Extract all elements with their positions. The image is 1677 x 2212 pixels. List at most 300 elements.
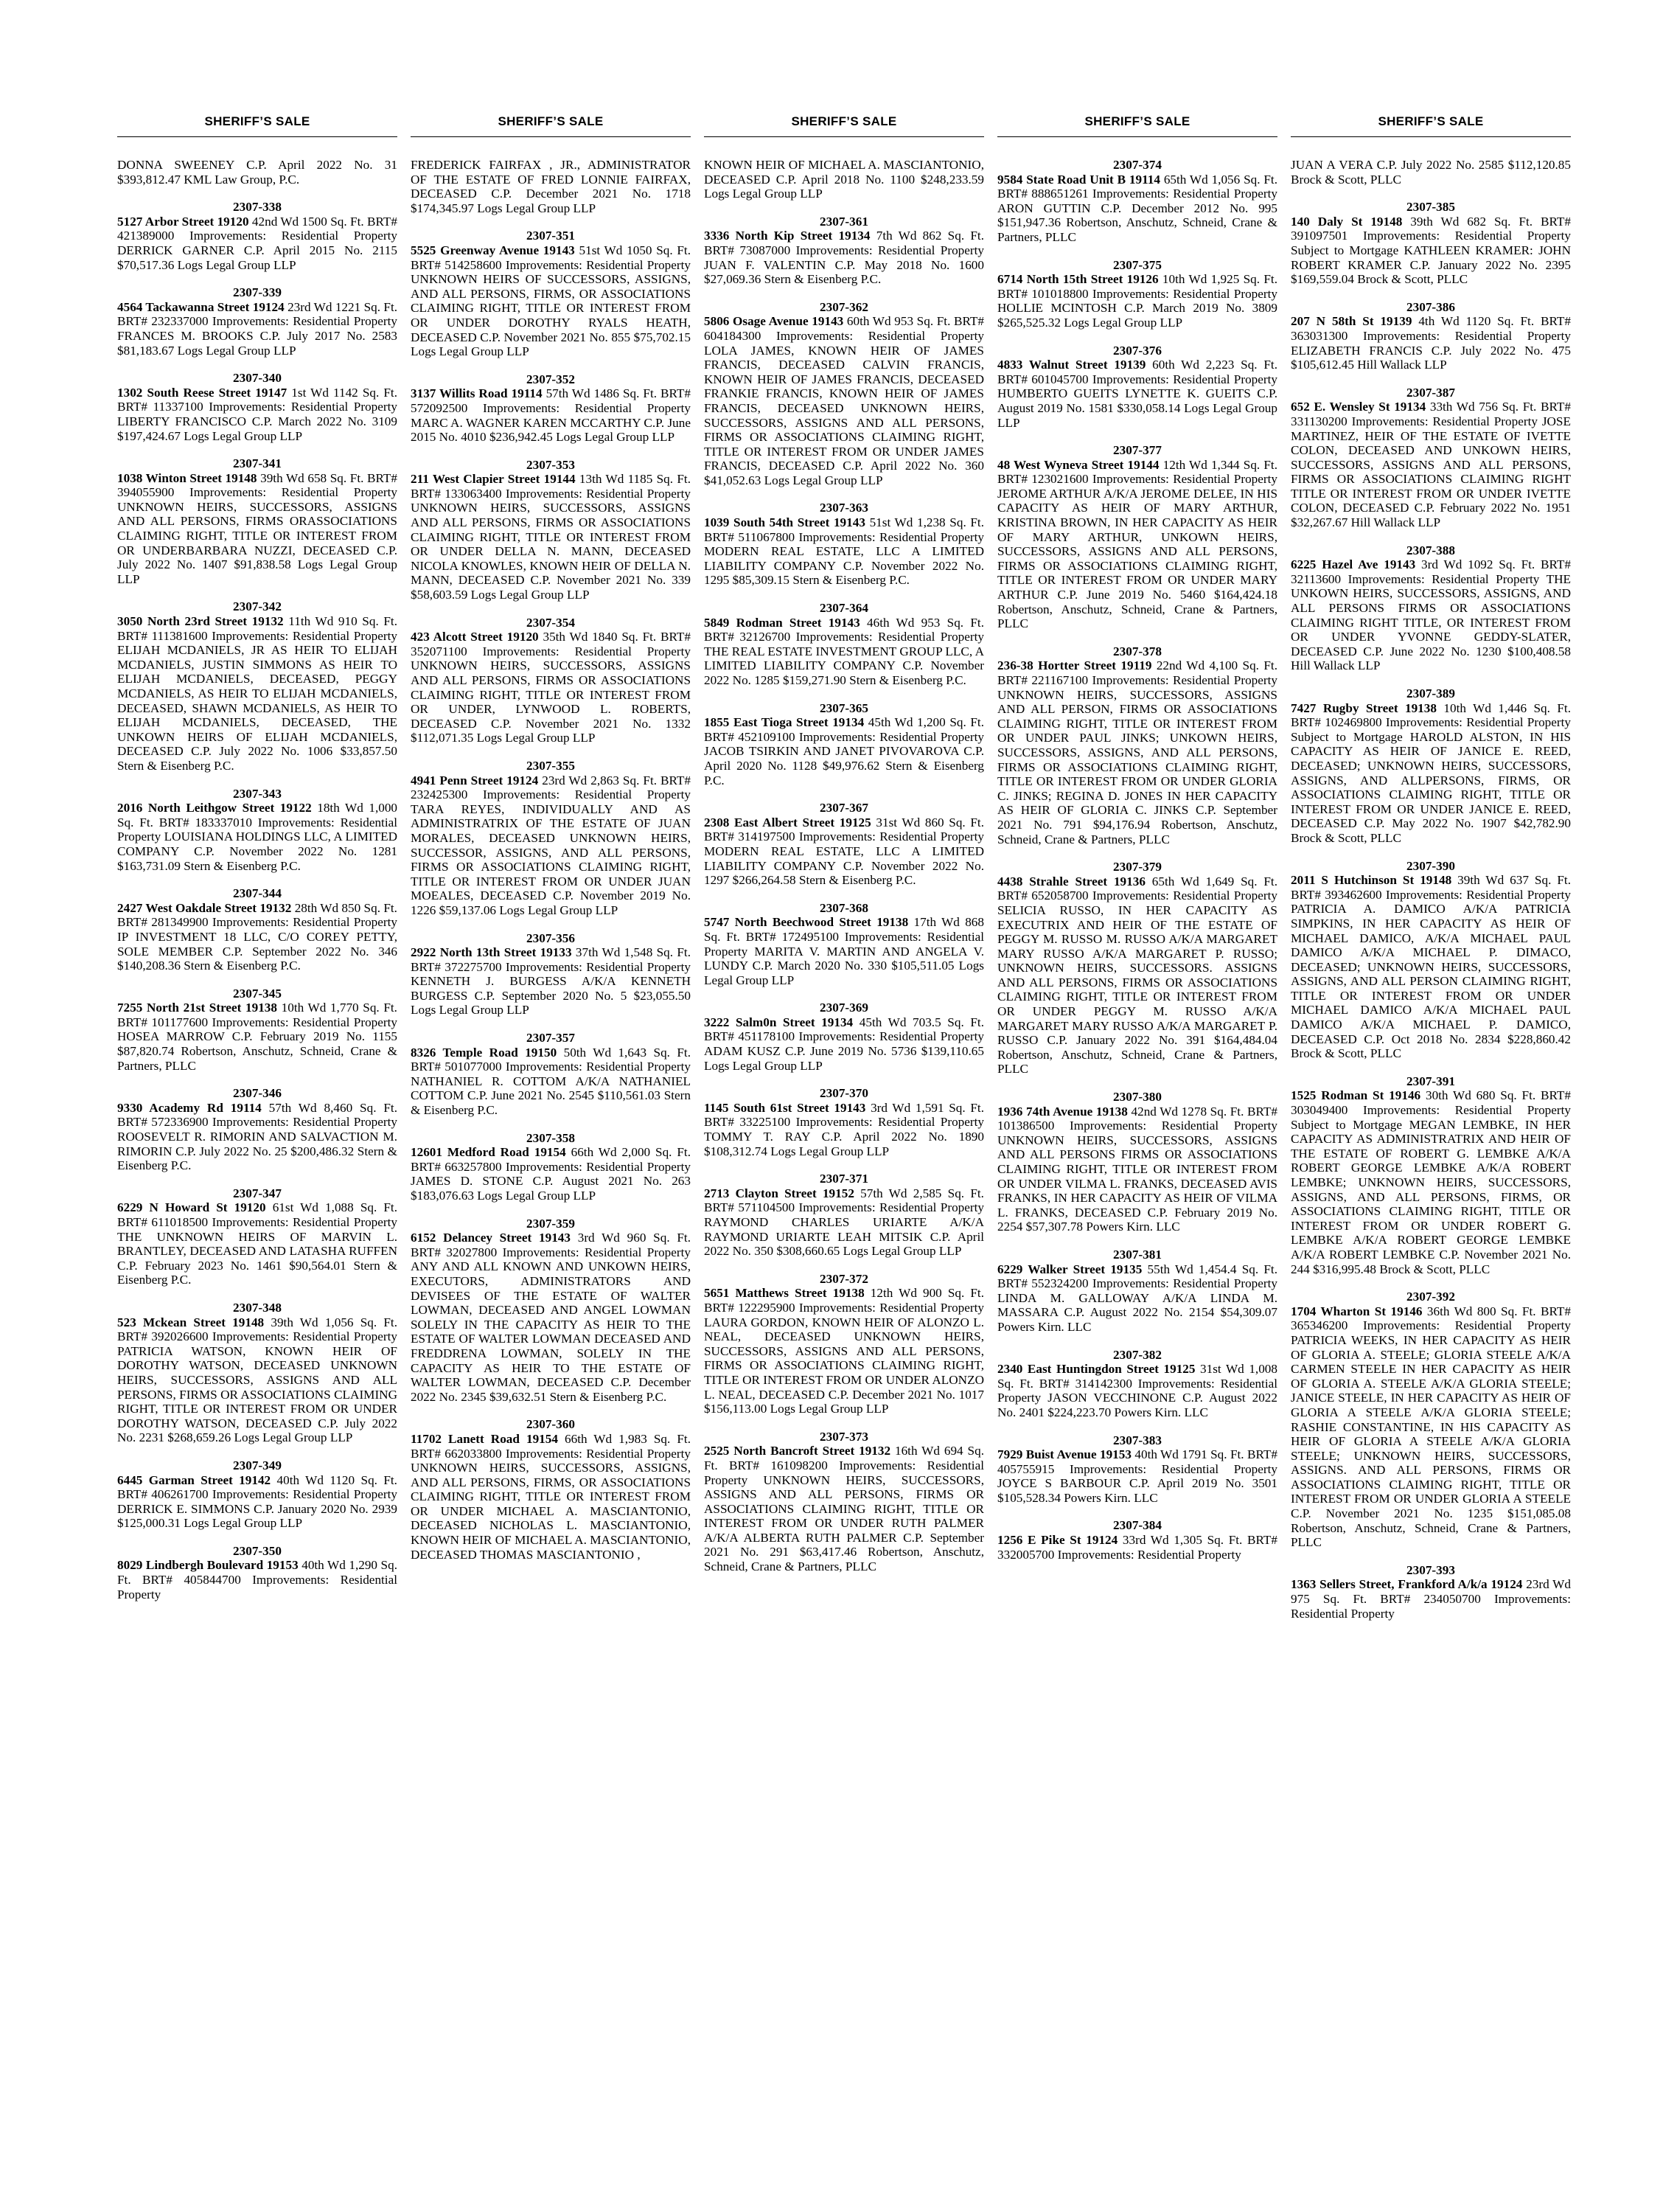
listing-description: 37th Wd 1,548 Sq. Ft. BRT# 372275700 Improvements: Residential Property KENNETH J. BURGESS A/K/A KENNETH BURGESS C.P. September 2020 No. 5 $23,055.50 Logs Legal Group LLP	[411, 945, 691, 1018]
property-address: 1936 74th Avenue 19138	[997, 1104, 1128, 1119]
sale-listing	[997, 1248, 1277, 1335]
listing-description: 30th Wd 680 Sq. Ft. BRT# 303049400 Improvements: Residential Property Subject to Mortgage MEGAN LEMBKE, IN HER CAPACITY AS ADMINISTRATRIX AND HEIR OF THE ESTATE OF ROBERT G. LEMBKE A/K/A ROBERT GEORGE LEMBKE A/K/A ROBERT LEMBKE; UNKNOWN HEIRS, SUCCESSORS, ASSIGNS, AND ALL PERSONS, FIRMS, OR ASSOCIATIONS CLAIMING RIGHT, TITLE OR INTEREST FROM OR UNDER ROBERT G. LEMBKE A/K/A ROBERT GEORGE LEMBKE A/K/A ROBERT LEMBKE C.P. November 2021 No. 244 $316,995.48 Brock & Scott, PLLC	[1291, 1088, 1571, 1276]
listing-description: 60th Wd 953 Sq. Ft. BRT# 604184300 Improvements: Residential Property LOLA JAMES, KNOWN HEIR OF JAMES FRANCIS, DECEASED CALVIN FRANCIS, KNOWN HEIR OF JAMES FRANCIS, DECEASED FRANKIE FRANCIS, KNOWN HEIR OF JAMES FRANCIS, DECEASED UNKNOWN HEIRS, SUCCESSORS, ASSIGNS AND ALL PERSONS, FIRMS OR ASSOCIATIONS CLAIMING RIGHT, TITLE OR INTEREST FROM OR UNDER JAMES FRANCIS, DECEASED C.P. April 2022 No. 360 $41,052.63 Logs Legal Group LLP	[704, 314, 985, 487]
sale-listing	[997, 644, 1277, 846]
property-address: 236-38 Hortter Street 19119	[997, 658, 1152, 673]
listing-details	[704, 815, 984, 888]
sale-listing	[117, 1301, 397, 1445]
listing-number: 2307-338	[233, 200, 282, 215]
listing-description: 12th Wd 900 Sq. Ft. BRT# 122295900 Improvements: Residential Property LAURA GORDON, KNOWN HEIR OF ALONZO L. NEAL, DECEASED UNKNOWN HEIRS, SUCCESSORS, ASSIGNS AND ALL PERSONS, FIRMS OR ASSOCIATIONS CLAIMING RIGHT, TITLE OR INTEREST FROM OR UNDER ALONZO L. NEAL, DECEASED C.P. December 2021 No. 1017 $156,113.00 Logs Legal Group LLP	[704, 1286, 984, 1416]
listing-number: 2307-390	[1406, 858, 1455, 873]
listing-description: 60th Wd 2,223 Sq. Ft. BRT# 601045700 Improvements: Residential Property HUMBERTO GUEITS LYNETTE K. GUEITS C.P. August 2019 No. 1581 $330,058.14 Logs Legal Group LLP	[997, 358, 1277, 430]
property-address: 12601 Medford Road 19154	[411, 1145, 566, 1160]
listing-description: 18th Wd 1,000 Sq. Ft. BRT# 183337010 Improvements: Residential Property LOUISIANA HOLDINGS LLC, A LIMITED COMPANY C.P. November 2022 No. 1281 $163,731.09 Stern & Eisenberg P.C.	[117, 801, 398, 873]
listing-number: 2307-355	[526, 758, 575, 773]
property-address: 6152 Delancey Street 19143	[411, 1231, 571, 1245]
sale-listing	[411, 931, 691, 1018]
listing-description: 57th Wd 8,460 Sq. Ft. BRT# 572336900 Improvements: Residential Property ROOSEVELT R. RIMORIN AND SALVACTION M. RIMORIN C.P. July 2022 No. 25 $200,486.32 Stern & Eisenberg P.C.	[117, 1100, 397, 1173]
listing-description: 23rd Wd 2,863 Sq. Ft. BRT# 232425300 Improvements: Residential Property TARA REYES, INDIVIDUALLY AND AS ADMINISTRATRIX OF THE ESTATE OF JUAN MORALES, DECEASED UNKNOWN HEIRS, SUCCESSOR, ASSIGNS, AND ALL PERSONS, FIRMS OR ASSOCIATIONS CLAIMING RIGHT, TITLE OR INTEREST FROM OR UNDER JUAN MOEALES, DECEASED C.P. November 2019 No. 1226 $59,137.06 Logs Legal Group LLP	[411, 773, 691, 917]
listing-details	[117, 386, 397, 443]
sale-listing	[704, 1172, 984, 1259]
listing-number: 2307-372	[820, 1271, 868, 1286]
sale-listing	[997, 344, 1277, 431]
property-address: 9584 State Road Unit B 19114	[997, 172, 1160, 187]
listing-description: 16th Wd 694 Sq. Ft. BRT# 161098200 Improvements: Residential Property UNKNOWN HEIRS, SUCCESSORS, ASSIGNS AND ALL PERSONS, FIRMS OR ASSOCIATIONS CLAIMING RIGHT, TITLE OR INTEREST FROM OR UNDER RUTH PALMER A/K/A ALBERTA RUTH PALMER C.P. September 2021 No. 291 $63,417.46 Robertson, Anschutz, Schneid, Crane & Partners, PLLC	[704, 1444, 984, 1574]
listing-details	[1291, 1577, 1571, 1621]
property-address: 5127 Arbor Street 19120	[117, 214, 249, 229]
listing-description: 33th Wd 756 Sq. Ft. BRT# 331130200 Improvements: Residential Property JOSE MARTINEZ, HEIR OF THE ESTATE OF IVETTE COLON, DECEASED AND UNKOWN HEIRS, SUCCESSORS, ASSIGNS AND ALL PERSONS, FIRMS OR ASSOCIATIONS CLAIMING RIGHT TITLE OR INTEREST FROM OR UNDER IVETTE COLON, DECEASED C.P. February 2022 No. 1951 $32,267.67 Hill Wallack LLP	[1291, 400, 1571, 530]
listing-details	[117, 471, 397, 587]
listing-number: 2307-349	[233, 1458, 282, 1472]
listing-details	[117, 1101, 397, 1173]
property-address: 2525 North Bancroft Street 19132	[704, 1444, 891, 1458]
listing-details	[117, 1558, 397, 1601]
property-address: 4833 Walnut Street 19139	[997, 358, 1146, 372]
listing-description: 10th Wd 1,446 Sq. Ft. BRT# 102469800 Improvements: Residential Property Subject to Mortgage HAROLD ALSTON, IN HIS CAPACITY AS HEIR OF JANICE E. REED, DECEASED; UNKNOWN HEIRS, SUCCESSORS, ASSIGNS, AND ALLPERSONS, FIRMS, OR ASSOCIATIONS CLAIMING RIGHT, TITLE OR INTEREST FROM OR UNDER JANICE E. REED, DECEASED C.P. May 2022 No. 1907 $42,782.90 Brock & Scott, PLLC	[1291, 700, 1571, 845]
listing-description: 10th Wd 1,770 Sq. Ft. BRT# 101177600 Improvements: Residential Property HOSEA MARROW C.P. February 2019 No. 1155 $87,820.74 Robertson, Anschutz, Schneid, Crane & Partners, PLLC	[117, 1001, 397, 1073]
listing-details	[704, 229, 984, 286]
listing-number: 2307-363	[820, 501, 868, 515]
property-address: 2308 East Albert Street 19125	[704, 815, 871, 830]
property-address: 7427 Rugby Street 19138	[1291, 700, 1437, 715]
property-address: 3222 Salm0n Street 19134	[704, 1015, 854, 1029]
listing-description: 10th Wd 1,925 Sq. Ft. BRT# 101018800 Improvements: Residential Property HOLLIE MCINTOSH C.P. March 2019 No. 3809 $265,525.32 Logs Legal Group LLP	[997, 272, 1278, 330]
property-address: 7929 Buist Avenue 19153	[997, 1447, 1132, 1462]
listing-details	[997, 1262, 1277, 1335]
listing-number: 2307-371	[820, 1172, 868, 1186]
listing-details	[411, 630, 691, 745]
listing-description: 3rd Wd 960 Sq. Ft. BRT# 32027800 Improvements: Residential Property ANY AND ALL KNOWN AND UNKOWN HEIRS, EXECUTORS, ADMINISTRATORS AND DEVISEES OF THE ESTATE OF WALTER LOWMAN, DECEASED AND ANGEL LOWMAN SOLELY IN THE CAPACITY AS HEIR TO THE ESTATE OF WALTER LOWMAN DECEASED AND FREDDRENA LOWMAN, SOLELY IN THE CAPACITY AS HEIR TO THE ESTATE OF WALTER LOWMAN, DECEASED C.P. December 2022 No. 2345 $39,632.51 Stern & Eisenberg P.C.	[411, 1231, 691, 1404]
listing-details	[704, 1101, 984, 1158]
property-address: 5747 North Beechwood Street 19138	[704, 915, 909, 930]
sale-listing	[997, 860, 1277, 1077]
sale-listing	[117, 285, 397, 358]
listing-number: 2307-352	[526, 372, 575, 386]
property-address: 2427 West Oakdale Street 19132	[117, 900, 292, 915]
listing-number: 2307-356	[526, 931, 575, 945]
listing-column-2	[404, 114, 697, 2179]
listing-number: 2307-347	[233, 1186, 282, 1200]
listing-number: 2307-367	[820, 801, 868, 815]
sale-listing	[1291, 1563, 1571, 1621]
column-header: SHERIFF’S SALE	[997, 114, 1277, 137]
column-header: SHERIFF’S SALE	[704, 114, 984, 137]
listing-details	[1291, 557, 1571, 673]
listing-details	[411, 472, 691, 602]
listing-details	[117, 901, 397, 973]
listing-column-3	[697, 114, 991, 2179]
listing-details	[411, 1432, 691, 1562]
property-address: 2011 S Hutchinson St 19148	[1291, 873, 1452, 888]
listing-details	[997, 458, 1277, 631]
property-address: 1302 South Reese Street 19147	[117, 385, 287, 400]
listing-description: 66th Wd 1,983 Sq. Ft. BRT# 662033800 Improvements: Residential Property UNKNOWN HEIRS, SUCCESSORS, ASSIGNS, AND ALL PERSONS, FIRMS, OR ASSOCIATIONS CLAIMING RIGHT, TITLE OR INTEREST FROM OR UNDER MICHAEL A. MASCIANTONIO, DECEASED NICHOLAS L. MASCIANTONIO, KNOWN HEIR OF MICHAEL A. MASCIANTONIO, DECEASED THOMAS MASCIANTONIO ,	[411, 1431, 691, 1562]
listings	[1291, 158, 1571, 1621]
property-address: 6225 Hazel Ave 19143	[1291, 557, 1416, 572]
listing-description: 57th Wd 1486 Sq. Ft. BRT# 572092500 Improvements: Residential Property MARC A. WAGNER KAREN MCCARTHY C.P. June 2015 No. 4010 $236,942.45 Logs Legal Group LLP	[411, 386, 691, 445]
listing-details	[117, 1001, 397, 1073]
listing-details	[997, 874, 1277, 1077]
sale-listing	[704, 1001, 984, 1073]
listing-description: 13th Wd 1185 Sq. Ft. BRT# 133063400 Improvements: Residential Property UNKNOWN HEIRS, SUCCESSORS, ASSIGNS AND ALL PERSONS, FIRMS OR ASSOCIATIONS CLAIMING RIGHT, TITLE OR INTEREST FROM OR UNDER DELLA N. MANN, DECEASED NICOLA KNOWLES, KNOWN HEIR OF DELLA N. MANN, DECEASED C.P. November 2021 No. 339 $58,603.59 Logs Legal Group LLP	[411, 472, 691, 602]
sale-listing	[411, 372, 691, 445]
listing-description: 23rd Wd 975 Sq. Ft. BRT# 234050700 Improvements: Residential Property	[1291, 1577, 1571, 1621]
sale-listing	[117, 1186, 397, 1287]
property-address: 652 E. Wensley St 19134	[1291, 400, 1426, 414]
listing-description: 55th Wd 1,454.4 Sq. Ft. BRT# 552324200 Improvements: Residential Property LINDA M. GALLOWAY A/K/A LINDA M. MASSARA C.P. August 2022 No. 2154 $54,309.07 Powers Kirn. LLC	[997, 1262, 1277, 1334]
column-header: SHERIFF’S SALE	[1291, 114, 1571, 137]
listing-number: 2307-382	[1113, 1347, 1162, 1362]
listing-number: 2307-341	[233, 456, 282, 471]
sale-listing	[704, 215, 984, 287]
property-address: 11702 Lanett Road 19154	[411, 1431, 558, 1446]
listing-details	[997, 1362, 1277, 1419]
property-address: 3137 Willits Road 19114	[411, 386, 543, 401]
sale-listing	[117, 787, 397, 874]
property-address: 4941 Penn Street 19124	[411, 773, 539, 787]
listing-details	[1291, 215, 1571, 287]
listing-number: 2307-393	[1406, 1562, 1455, 1577]
newspaper-page	[111, 114, 1577, 2179]
listing-number: 2307-384	[1113, 1518, 1162, 1533]
listing-number: 2307-385	[1406, 200, 1455, 215]
listing-description: 65th Wd 1,056 Sq. Ft. BRT# 888651261 Improvements: Residential Property ARON GUTTIN C.P. December 2012 No. 995 $151,947.36 Robertson, Anschutz, Schneid, Crane & Partners, PLLC	[997, 172, 1278, 244]
property-address: 9330 Academy Rd 19114	[117, 1100, 262, 1115]
listing-details	[117, 158, 397, 187]
property-address: 6445 Garman Street 19142	[117, 1472, 271, 1487]
listing-details	[1291, 701, 1571, 846]
sale-listing	[117, 158, 397, 187]
sale-listing	[411, 1031, 691, 1118]
listing-details	[117, 1315, 397, 1445]
listing-number: 2307-379	[1113, 860, 1162, 874]
listing-number: 2307-345	[233, 986, 282, 1001]
listing-details	[997, 1105, 1277, 1234]
listing-column-5	[1284, 114, 1577, 2179]
listing-description: 7th Wd 862 Sq. Ft. BRT# 73087000 Improvements: Residential Property JUAN F. VALENTIN C.P. May 2018 No. 1600 $27,069.36 Stern & Eisenberg P.C.	[704, 229, 984, 287]
listing-number: 2307-388	[1406, 543, 1455, 557]
listing-description: 45th Wd 1,200 Sq. Ft. BRT# 452109100 Improvements: Residential Property JACOB TSIRKIN AND JANET PIVOVAROVA C.P. April 2020 No. 1128 $49,976.62 Stern & Eisenberg P.C.	[704, 715, 985, 787]
listing-details	[704, 515, 984, 588]
sale-listing	[117, 886, 397, 973]
listing-details	[997, 1447, 1277, 1505]
listing-number: 2307-342	[233, 599, 282, 614]
listing-number: 2307-377	[1113, 443, 1162, 458]
sale-listing	[704, 701, 984, 788]
sale-listing	[704, 1086, 984, 1158]
listing-number: 2307-360	[526, 1417, 575, 1432]
listing-number: 2307-383	[1113, 1433, 1162, 1447]
property-address: 5651 Matthews Street 19138	[704, 1286, 865, 1301]
listing-description: JUAN A VERA C.P. July 2022 No. 2585 $112,120.85 Brock & Scott, PLLC	[1291, 158, 1571, 187]
listing-description: 61st Wd 1,088 Sq. Ft. BRT# 611018500 Improvements: Residential Property THE UNKNOWN HEIRS OF MARVIN L. BRANTLEY, DECEASED AND LATASHA RUFFEN C.P. February 2023 No. 1461 $90,564.01 Stern & Eisenberg P.C.	[117, 1200, 398, 1287]
sale-listing	[704, 601, 984, 688]
listing-number: 2307-351	[526, 229, 575, 243]
listing-number: 2307-343	[233, 786, 282, 801]
listing-number: 2307-353	[526, 457, 575, 472]
sale-listing	[997, 443, 1277, 631]
listing-description: 65th Wd 1,649 Sq. Ft. BRT# 652058700 Improvements: Residential Property SELICIA RUSSO, IN HER CAPACITY AS EXECUTRIX AND HEIR OF THE ESTATE OF PEGGY M. RUSSO M. RUSSO A/K/A MARGARET MARY RUSSO A/K/A MARGARET P. RUSSO; UNKNOWN HEIRS, SUCCESSORS. ASSIGNS AND ALL PERSONS, FIRMS OR ASSOCIATIONS CLAIMING RIGHT, TITLE OR INTEREST FROM OR UNDER PEGGY M. RUSSO A/K/A MARGARET MARY RUSSO A/K/A MARGARET P. RUSSO C.P. January 2022 No. 391 $164,484.04 Robertson, Anschutz, Schneid, Crane & Partners, PLLC	[997, 874, 1277, 1077]
listing-number: 2307-354	[526, 615, 575, 630]
sale-listing	[1291, 1290, 1571, 1550]
property-address: 1256 E Pike St 19124	[997, 1533, 1118, 1548]
listing-description: 57th Wd 2,585 Sq. Ft. BRT# 571104500 Improvements: Residential Property RAYMOND CHARLES URIARTE A/K/A RAYMOND URIARTE LEAH MITSIK C.P. April 2022 No. 350 $308,660.65 Logs Legal Group LLP	[704, 1186, 984, 1259]
listing-details	[117, 1473, 397, 1531]
property-address: 7255 North 21st Street 19138	[117, 1001, 277, 1015]
listing-number: 2307-368	[820, 900, 868, 915]
listing-details	[704, 1186, 984, 1259]
property-address: 207 N 58th St 19139	[1291, 314, 1412, 329]
listing-description: FREDERICK FAIRFAX , JR., ADMINISTRATOR OF THE ESTATE OF FRED LONNIE FAIRFAX, DECEASED C.P. December 2021 No. 1718 $174,345.97 Logs Legal Group LLP	[411, 158, 691, 215]
listing-details	[704, 158, 984, 201]
property-address: 1145 South 61st Street 19143	[704, 1100, 866, 1115]
sale-listing	[1291, 200, 1571, 287]
listing-details	[411, 386, 691, 444]
sale-listing	[704, 1430, 984, 1574]
listing-description: 40th Wd 1120 Sq. Ft. BRT# 406261700 Improvements: Residential Property DERRICK E. SIMMONS C.P. January 2020 No. 2939 $125,000.31 Logs Legal Group LLP	[117, 1472, 397, 1531]
listing-description: 33rd Wd 1,305 Sq. Ft. BRT# 332005700 Improvements: Residential Property	[997, 1533, 1277, 1562]
column-header: SHERIFF’S SALE	[411, 114, 691, 137]
listing-description: 11th Wd 910 Sq. Ft. BRT# 111381600 Improvements: Residential Property ELIJAH MCDANIELS, JR AS HEIR TO ELIJAH MCDANIELS, JUSTIN SIMMONS AS HEIR TO ELIJAH MCDANIELS, DECEASED, PEGGY MCDANIELS, AS HEIR TO ELIJAH MCDANIELS, DECEASED, SHAWN MCDANIELS, AS HEIR TO ELIJAH MCDANIELS, DECEASED, THE UNKOWN HEIRS OF ELIJAH MCDANIELS, DECEASED C.P. July 2022 No. 1006 $33,857.50 Stern & Eisenberg P.C.	[117, 614, 397, 773]
listing-number: 2307-365	[820, 700, 868, 715]
listing-details	[411, 1046, 691, 1118]
listing-description: 51st Wd 1050 Sq. Ft. BRT# 514258600 Improvements: Residential Property UNKNOWN HEIRS OF SUCCESSORS, ASSIGNS, AND ALL PERSONS, FIRMS, OR ASSOCIATIONS CLAIMING RIGHT, TITLE OR INTEREST FROM OR UNDER DOROTHY RYALS HEATH, DECEASED C.P. November 2021 No. 855 $75,702.15 Logs Legal Group LLP	[411, 243, 691, 359]
sale-listing	[997, 1090, 1277, 1234]
listing-details	[997, 658, 1277, 846]
property-address: 4438 Strahle Street 19136	[997, 874, 1146, 888]
listing-description: 39th Wd 682 Sq. Ft. BRT# 391097501 Improvements: Residential Property Subject to Mortgage KATHLEEN KRAMER: JOHN ROBERT KRAMER C.P. January 2022 No. 2395 $169,559.04 Brock & Scott, PLLC	[1291, 214, 1571, 287]
listing-details	[1291, 400, 1571, 529]
sale-listing	[1291, 386, 1571, 530]
sale-listing	[1291, 1074, 1571, 1276]
listing-number: 2307-361	[820, 214, 868, 229]
listing-details	[411, 243, 691, 359]
listing-details	[411, 158, 691, 215]
listing-details	[997, 173, 1277, 245]
listing-details	[1291, 314, 1571, 372]
listing-number: 2307-389	[1406, 686, 1455, 700]
listing-number: 2307-350	[233, 1543, 282, 1558]
sale-listing	[997, 258, 1277, 330]
property-address: 2016 North Leithgow Street 19122	[117, 801, 312, 815]
listing-number: 2307-344	[233, 886, 282, 901]
listing-details	[117, 1200, 397, 1287]
listing-column-1	[111, 114, 404, 2179]
listing-number: 2307-357	[526, 1031, 575, 1046]
listing-details	[997, 358, 1277, 430]
listing-number: 2307-374	[1113, 158, 1162, 172]
listing-details	[1291, 873, 1571, 1061]
sale-listing	[1291, 859, 1571, 1061]
listing-description: 36th Wd 800 Sq. Ft. BRT# 365346200 Improvements: Residential Property PATRICIA WEEKS, IN HER CAPACITY AS HEIR OF GLORIA A. STEELE; GLORIA STEELE A/K/A CARMEN STEELE IN HER CAPACITY AS HEIR OF GLORIA A. STEELE A/K/A GLORIA STEELE; JANICE STEELE, IN HER CAPACITY AS HEIR OF GLORIA A STEELE A/K/A GLORIA STEELE; RASHIE CONSTANTINE, IN HIS CAPACITY AS HEIR OF GLORIA A STEELE A/K/A GLORIA STEELE; UNKNOWN HEIRS, SUCCESSORS, ASSIGNS. AND ALL PERSONS, FIRMS OR ASSOCIATIONS CLAIMING RIGHT, TITLE OR INTEREST FROM OR UNDER GLORIA A STEELE C.P. November 2021 No. 1235 $151,085.08 Robertson, Anschutz, Schneid, Crane & Partners, PLLC	[1291, 1304, 1571, 1550]
listing-description: 45th Wd 703.5 Sq. Ft. BRT# 451178100 Improvements: Residential Property ADAM KUSZ C.P. June 2019 No. 5736 $139,110.65 Logs Legal Group LLP	[704, 1015, 984, 1073]
listing-details	[704, 1444, 984, 1573]
sale-listing	[1291, 686, 1571, 846]
listing-number: 2307-346	[233, 1086, 282, 1101]
listing-description: 66th Wd 2,000 Sq. Ft. BRT# 663257800 Improvements: Residential Property JAMES D. STONE C.P. August 2021 No. 263 $183,076.63 Logs Legal Group LLP	[411, 1145, 691, 1203]
listings	[411, 158, 691, 1562]
listing-description: 28th Wd 850 Sq. Ft. BRT# 281349900 Improvements: Residential Property IP INVESTMENT 18 LLC, C/O COREY PETTY, SOLE MEMBER C.P. September 2022 No. 346 $140,208.36 Stern & Eisenberg P.C.	[117, 900, 397, 973]
listing-number: 2307-358	[526, 1130, 575, 1145]
listing-number: 2307-375	[1113, 257, 1162, 272]
listing-description: 31st Wd 860 Sq. Ft. BRT# 314197500 Improvements: Residential Property MODERN REAL ESTATE, LLC A LIMITED LIABILITY COMPANY C.P. November 2022 No. 1297 $266,264.58 Stern & Eisenberg P.C.	[704, 815, 984, 888]
listing-description: 23rd Wd 1221 Sq. Ft. BRT# 232337000 Improvements: Residential Property FRANCES M. BROOKS C.P. July 2017 No. 2583 $81,183.67 Logs Legal Group LLP	[117, 299, 398, 358]
listings	[117, 158, 397, 1601]
listing-number: 2307-392	[1406, 1290, 1455, 1304]
sale-listing	[997, 158, 1277, 245]
listings	[704, 158, 984, 1574]
listing-description: 51st Wd 1,238 Sq. Ft. BRT# 511067800 Improvements: Residential Property MODERN REAL ESTATE, LLC A LIMITED LIABILITY COMPANY C.P. November 2022 No. 1295 $85,309.15 Stern & Eisenberg P.C.	[704, 515, 984, 588]
listings	[997, 158, 1277, 1562]
listing-description: 46th Wd 953 Sq. Ft. BRT# 32126700 Improvements: Residential Property THE REAL ESTATE INVESTMENT GROUP LLC, A LIMITED LIABILITY COMPANY C.P. November 2022 No. 1285 $159,271.90 Stern & Eisenberg P.C.	[704, 615, 984, 687]
property-address: 211 West Clapier Street 19144	[411, 472, 576, 487]
listing-details	[117, 801, 397, 873]
listing-number: 2307-387	[1406, 385, 1455, 400]
listing-number: 2307-370	[820, 1086, 868, 1101]
sale-listing	[997, 1348, 1277, 1420]
listing-details	[1291, 1304, 1571, 1550]
sale-listing	[117, 456, 397, 586]
listing-details	[411, 1231, 691, 1404]
listing-number: 2307-380	[1113, 1090, 1162, 1105]
listing-details	[1291, 158, 1571, 187]
property-address: 6229 N Howard St 19120	[117, 1200, 266, 1215]
sale-listing	[411, 759, 691, 918]
listing-description: KNOWN HEIR OF MICHAEL A. MASCIANTONIO, DECEASED C.P. April 2018 No. 1100 $248,233.59 Logs Legal Group LLP	[704, 158, 984, 201]
listing-description: 39th Wd 637 Sq. Ft. BRT# 393462600 Improvements: Residential Property PATRICIA A. DAMICO A/K/A PATRICIA SIMPKINS, IN HER CAPACITY AS HEIR OF MICHAEL DAMICO, A/K/A MICHAEL PAUL DAMICO A/K/A MICHAEL P. DIMACO, DECEASED; UNKNOWN HEIRS, SUCCESSORS, ASSIGNS, AND ALL PERSON CLAIMING RIGHT, TITLE OR INTEREST FROM OR UNDER MICHAEL DAMICO A/K/A MICHAEL PAUL DAMICO A/K/A MICHAEL P. DAMICO, DECEASED C.P. Oct 2018 No. 2834 $228,860.42 Brock & Scott, PLLC	[1291, 873, 1571, 1061]
property-address: 423 Alcott Street 19120	[411, 630, 539, 644]
listing-details	[117, 215, 397, 272]
sale-listing	[1291, 158, 1571, 187]
property-address: 1855 East Tioga Street 19134	[704, 715, 865, 730]
listing-description: 12th Wd 1,344 Sq. Ft. BRT# 123021600 Improvements: Residential Property JEROME ARTHUR A/K/A JEROME DELEE, IN HIS CAPACITY AS HEIR OF MARY ARTHUR, KRISTINA BROWN, IN HER CAPACITY AS HEIR OF MARY ARTHUR, UNKOWN HEIRS, SUCCESSORS, ASSIGNS AND ALL PERSONS, FIRMS OR ASSOCIATIONS CLAIMING RIGHT, TITLE OR INTEREST FROM OR UNDER MARY ARTHUR C.P. June 2019 No. 5460 $164,424.18 Robertson, Anschutz, Schneid, Crane & Partners, PLLC	[997, 457, 1277, 631]
listing-details	[117, 300, 397, 358]
sale-listing	[704, 158, 984, 201]
sale-listing	[997, 1433, 1277, 1506]
listing-details	[411, 945, 691, 1018]
sale-listing	[411, 1131, 691, 1203]
property-address: 8326 Temple Road 19150	[411, 1045, 557, 1060]
column-header: SHERIFF’S SALE	[117, 114, 397, 137]
listing-description: 42nd Wd 1278 Sq. Ft. BRT# 101386500 Improvements: Residential Property UNKNOWN HEIRS, SUCCESSORS, ASSIGNS AND ALL PERSONS FIRMS OR ASSOCIATIONS CLAIMING RIGHT, TITLE OR INTEREST FROM OR UNDER VILMA L. FRANKS, DECEASED AVIS FRANKS, IN HER CAPACITY AS HEIR OF VILMA L. FRANKS, DECEASED C.P. February 2019 No. 2254 $57,307.78 Powers Kirn. LLC	[997, 1104, 1277, 1234]
listing-description: 4th Wd 1120 Sq. Ft. BRT# 363031300 Improvements: Residential Property ELIZABETH FRANCIS C.P. July 2022 No. 475 $105,612.45 Hill Wallack LLP	[1291, 314, 1571, 372]
listing-description: 3rd Wd 1092 Sq. Ft. BRT# 32113600 Improvements: Residential Property THE UNKOWN HEIRS, SUCCESSORS, ASSIGNS, AND ALL PERSONS FIRMS OR ASSOCIATIONS CLAIMING RIGHT TITLE, OR INTEREST FROM OR UNDER YVONNE GEDDY-SLATER, DECEASED C.P. June 2022 No. 1230 $100,408.58 Hill Wallack LLP	[1291, 557, 1572, 673]
property-address: 523 Mckean Street 19148	[117, 1315, 265, 1329]
listing-details	[704, 915, 984, 987]
listing-number: 2307-381	[1113, 1247, 1162, 1262]
property-address: 1038 Winton Street 19148	[117, 470, 257, 485]
property-address: 5806 Osage Avenue 19143	[704, 314, 844, 329]
sale-listing	[117, 200, 397, 272]
listing-number: 2307-373	[820, 1429, 868, 1444]
property-address: 3050 North 23rd Street 19132	[117, 614, 284, 629]
property-address: 48 West Wyneva Street 19144	[997, 457, 1160, 472]
property-address: 6229 Walker Street 19135	[997, 1262, 1143, 1276]
listing-details	[1291, 1088, 1571, 1276]
sale-listing	[117, 987, 397, 1074]
listing-details	[997, 1533, 1277, 1562]
property-address: 1363 Sellers Street, Frankford A/k/a 19124	[1291, 1577, 1523, 1592]
sale-listing	[117, 1086, 397, 1173]
listing-description: 42nd Wd 1500 Sq. Ft. BRT# 421389000 Improvements: Residential Property DERRICK GARNER C.P. April 2015 No. 2115 $70,517.36 Logs Legal Group LLP	[117, 214, 397, 272]
listing-number: 2307-339	[233, 285, 282, 300]
sale-listing	[117, 371, 397, 443]
property-address: 3336 North Kip Street 19134	[704, 229, 871, 243]
sale-listing	[411, 1417, 691, 1562]
listing-details	[117, 614, 397, 773]
listing-number: 2307-386	[1406, 299, 1455, 314]
listing-description: 50th Wd 1,643 Sq. Ft. BRT# 501077000 Improvements: Residential Property NATHANIEL R. COTTOM A/K/A NATHANIEL COTTOM C.P. June 2021 No. 2545 $110,561.03 Stern & Eisenberg P.C.	[411, 1045, 691, 1118]
sale-listing	[411, 158, 691, 215]
listing-number: 2307-391	[1406, 1074, 1455, 1088]
listing-details	[704, 314, 984, 487]
listing-number: 2307-364	[820, 601, 868, 616]
property-address: 1039 South 54th Street 19143	[704, 515, 865, 530]
listing-column-4	[991, 114, 1284, 2179]
sale-listing	[704, 901, 984, 988]
sale-listing	[117, 1544, 397, 1601]
property-address: 1525 Rodman St 19146	[1291, 1088, 1421, 1103]
property-address: 5849 Rodman Street 19143	[704, 615, 860, 630]
property-address: 1704 Wharton St 19146	[1291, 1304, 1423, 1318]
listing-number: 2307-348	[233, 1300, 282, 1315]
listing-description: 39th Wd 1,056 Sq. Ft. BRT# 392026600 Improvements: Residential Property PATRICIA WATSON, KNOWN HEIR OF DOROTHY WATSON, DECEASED UNKNOWN HEIRS, SUCCESSORS, ASSIGNS AND ALL PERSONS, FIRMS OR ASSOCIATIONS CLAIMING RIGHT, TITLE OR INTEREST FROM OR UNDER DOROTHY WATSON, DECEASED C.P. July 2022 No. 2231 $268,659.26 Logs Legal Group LLP	[117, 1315, 397, 1445]
sale-listing	[411, 616, 691, 745]
sale-listing	[411, 229, 691, 358]
listing-details	[704, 1015, 984, 1073]
listing-description: 3rd Wd 1,591 Sq. Ft. BRT# 33225100 Improvements: Residential Property TOMMY T. RAY C.P. April 2022 No. 1890 $108,312.74 Logs Legal Group LLP	[704, 1100, 985, 1158]
listing-number: 2307-376	[1113, 343, 1162, 358]
property-address: 2713 Clayton Street 19152	[704, 1186, 854, 1200]
sale-listing	[411, 458, 691, 602]
listing-description: 31st Wd 1,008 Sq. Ft. BRT# 314142300 Improvements: Residential Property JASON VECCHINONE C.P. August 2022 No. 2401 $224,223.70 Powers Kirn. LLC	[997, 1362, 1277, 1419]
listing-number: 2307-340	[233, 371, 282, 386]
sale-listing	[997, 1518, 1277, 1562]
property-address: 2340 East Huntingdon Street 19125	[997, 1362, 1196, 1377]
listing-details	[704, 616, 984, 688]
listing-description: 40th Wd 1791 Sq. Ft. BRT# 405755915 Improvements: Residential Property JOYCE S BARBOUR C.P. April 2019 No. 3501 $105,528.34 Powers Kirn. LLC	[997, 1447, 1277, 1505]
listing-description: 40th Wd 1,290 Sq. Ft. BRT# 405844700 Improvements: Residential Property	[117, 1558, 398, 1601]
listing-description: 35th Wd 1840 Sq. Ft. BRT# 352071100 Improvements: Residential Property UNKNOWN HEIRS, SUCCESSORS, ASSIGNS AND ALL PERSONS, FIRMS OR ASSOCIATIONS CLAIMING RIGHT, TITLE OR INTEREST FROM OR UNDER, LYNWOOD L. ROBERTS, DECEASED C.P. November 2021 No. 1332 $112,071.35 Logs Legal Group LLP	[411, 630, 691, 745]
listing-number: 2307-378	[1113, 644, 1162, 658]
property-address: 4564 Tackawanna Street 19124	[117, 299, 285, 314]
listing-number: 2307-359	[526, 1216, 575, 1231]
sale-listing	[704, 801, 984, 888]
listing-details	[997, 272, 1277, 330]
listing-number: 2307-369	[820, 1001, 868, 1015]
listing-details	[704, 1286, 984, 1416]
listing-description: 39th Wd 658 Sq. Ft. BRT# 394055900 Improvements: Residential Property UNKNOWN HEIRS, SUCCESSORS, ASSIGNS AND ALL PERSONS, FIRMS ORASSOCIATIONS CLAIMING RIGHT, TITLE OR INTEREST FROM OR UNDERBARBARA NUZZI, DECEASED C.P. July 2022 No. 1407 $91,838.58 Logs Legal Group LLP	[117, 470, 398, 586]
listing-description: 17th Wd 868 Sq. Ft. BRT# 172495100 Improvements: Residential Property MARITA V. MARTIN AND ANGELA V. LUNDY C.P. March 2020 No. 330 $105,511.05 Logs Legal Group LLP	[704, 915, 984, 987]
sale-listing	[117, 599, 397, 773]
listing-description: DONNA SWEENEY C.P. April 2022 No. 31 $393,812.47 KML Law Group, P.C.	[117, 158, 397, 187]
listing-details	[411, 1145, 691, 1203]
listing-description: 1st Wd 1142 Sq. Ft. BRT# 11337100 Improvements: Residential Property LIBERTY FRANCISCO C.P. March 2022 No. 3109 $197,424.67 Logs Legal Group LLP	[117, 385, 397, 443]
sale-listing	[1291, 543, 1571, 673]
listing-number: 2307-362	[820, 299, 868, 314]
listing-details	[704, 715, 984, 787]
property-address: 5525 Greenway Avenue 19143	[411, 243, 575, 257]
property-address: 2922 North 13th Street 19133	[411, 945, 572, 960]
sale-listing	[704, 1272, 984, 1416]
property-address: 8029 Lindbergh Boulevard 19153	[117, 1558, 299, 1573]
property-address: 140 Daly St 19148	[1291, 214, 1403, 229]
sale-listing	[1291, 300, 1571, 372]
sale-listing	[411, 1217, 691, 1405]
property-address: 6714 North 15th Street 19126	[997, 272, 1159, 287]
sale-listing	[704, 501, 984, 588]
sale-listing	[117, 1458, 397, 1531]
